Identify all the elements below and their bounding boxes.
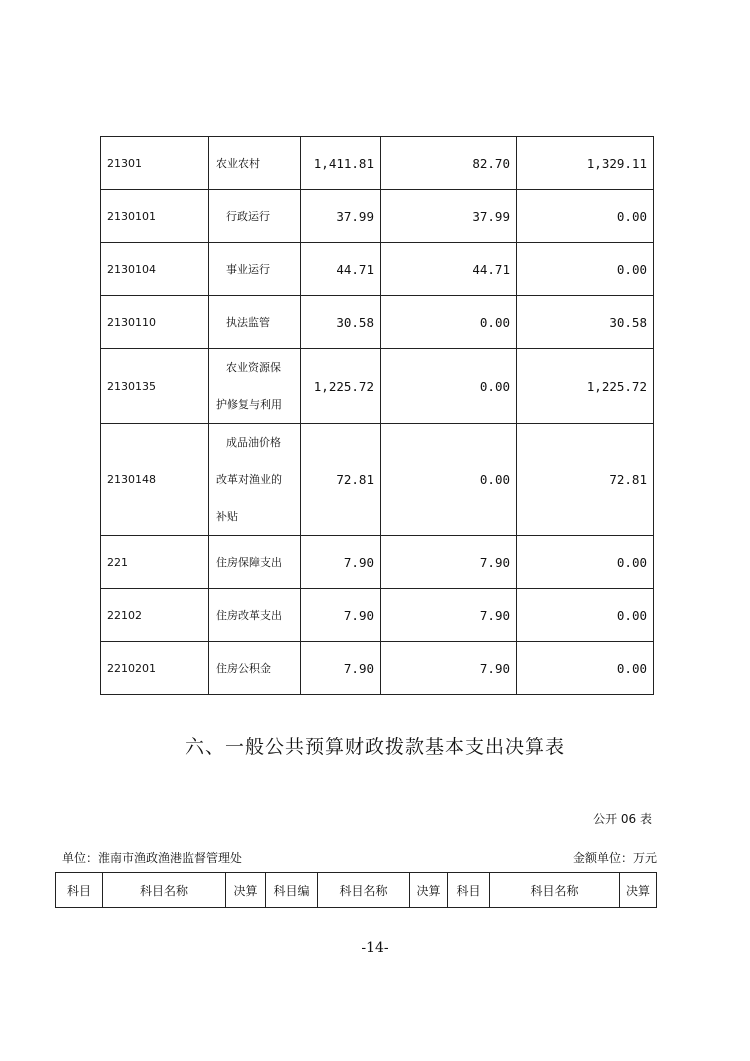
subject-name-line: 成品油价格 [226,436,281,449]
subject-name-line: 农业农村 [216,157,260,170]
basic-amount: 37.99 [381,190,517,243]
total-amount: 44.71 [301,243,381,296]
total-amount: 7.90 [301,536,381,589]
subject-name-line: 住房保障支出 [216,556,282,569]
project-amount: 1,225.72 [517,349,654,424]
basic-expenditure-table [55,872,657,908]
subject-code: 2130148 [101,424,209,536]
page-number: -14- [361,940,389,956]
header-cell: 科目编 [266,873,318,908]
subject-name-line: 补贴 [216,510,238,523]
subject-name [209,642,301,695]
project-amount: 30.58 [517,296,654,349]
table-row [101,424,654,536]
section-title: 六、一般公共预算财政拨款基本支出决算表 [184,736,565,758]
subject-name-line: 住房公积金 [216,662,271,675]
header-cell: 科目名称 [318,873,410,908]
basic-amount: 0.00 [381,424,517,536]
basic-amount: 7.90 [381,642,517,695]
table-row [101,536,654,589]
subject-name-line: 护修复与利用 [216,398,282,411]
project-amount: 0.00 [517,243,654,296]
subject-name [209,296,301,349]
subject-name-line: 住房改革支出 [216,609,282,622]
total-amount: 1,225.72 [301,349,381,424]
basic-amount: 82.70 [381,137,517,190]
form-number: 公开 06 表 [593,812,652,826]
header-cell: 科目 [448,873,490,908]
subject-code: 2130104 [101,243,209,296]
header-cell: 科目名称 [103,873,226,908]
total-amount: 72.81 [301,424,381,536]
table-row [101,137,654,190]
subject-code: 2130135 [101,349,209,424]
header-cell: 科目 [56,873,103,908]
total-amount: 30.58 [301,296,381,349]
expenditure-table-body [101,137,654,695]
project-amount: 0.00 [517,589,654,642]
subject-name [209,424,301,536]
subject-name-line: 事业运行 [226,263,270,276]
subject-name-line: 农业资源保 [226,361,281,374]
subject-name [209,589,301,642]
subject-name-line: 改革对渔业的 [216,473,282,486]
header-cell: 决算 [410,873,448,908]
project-amount: 1,329.11 [517,137,654,190]
total-amount: 1,411.81 [301,137,381,190]
total-amount: 7.90 [301,642,381,695]
subject-code: 2130101 [101,190,209,243]
table-row [101,589,654,642]
table-header-row [56,873,657,908]
basic-amount: 0.00 [381,349,517,424]
subject-name [209,536,301,589]
table-row [101,243,654,296]
subject-name-line: 执法监管 [226,316,270,329]
subject-name [209,190,301,243]
expenditure-table [100,136,654,695]
table-row [101,349,654,424]
project-amount: 72.81 [517,424,654,536]
amount-unit: 金额单位：万元 [572,851,657,865]
header-cell: 决算 [620,873,657,908]
header-cell: 决算 [226,873,266,908]
header-cell: 科目名称 [490,873,620,908]
project-amount: 0.00 [517,642,654,695]
table-row [101,296,654,349]
table-row [101,642,654,695]
subject-name [209,349,301,424]
project-amount: 0.00 [517,536,654,589]
basic-amount: 0.00 [381,296,517,349]
table-row [101,190,654,243]
basic-amount: 44.71 [381,243,517,296]
project-amount: 0.00 [517,190,654,243]
total-amount: 7.90 [301,589,381,642]
subject-name [209,243,301,296]
total-amount: 37.99 [301,190,381,243]
subject-code: 22102 [101,589,209,642]
basic-amount: 7.90 [381,589,517,642]
subject-code: 2130110 [101,296,209,349]
subject-name [209,137,301,190]
subject-code: 221 [101,536,209,589]
subject-code: 21301 [101,137,209,190]
subject-name-line: 行政运行 [226,210,270,223]
unit-label: 单位：淮南市渔政渔港监督管理处 [62,851,243,865]
subject-code: 2210201 [101,642,209,695]
basic-amount: 7.90 [381,536,517,589]
